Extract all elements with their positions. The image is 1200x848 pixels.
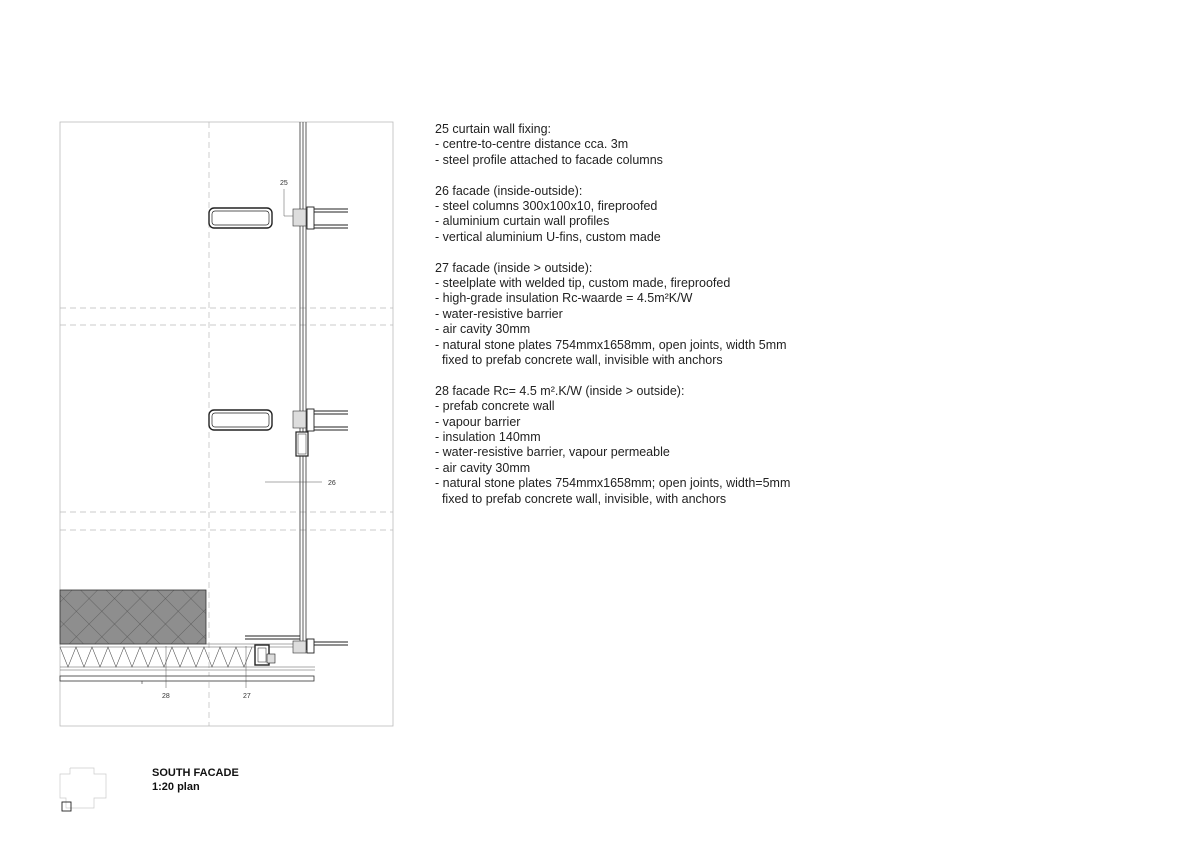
drawing-title: SOUTH FACADE: [152, 767, 239, 779]
callout-25: 25: [280, 180, 288, 187]
spec-line: fixed to prefab concrete wall, invisible, with anchors: [435, 491, 727, 506]
spec-line: - centre-to-centre distance cca. 3m: [435, 137, 629, 152]
spec-line: - steelplate with welded tip, custom made, fireproofed: [435, 276, 731, 291]
drawing-scale: 1:20 plan: [152, 781, 200, 793]
prefab-concrete-wall: [60, 590, 206, 644]
spec-line: - air cavity 30mm: [435, 460, 531, 475]
callout-28: 28: [162, 693, 170, 700]
spec-line: - insulation 140mm: [435, 430, 541, 445]
spec-line: - natural stone plates 754mmx1658mm; open joints, width=5mm: [435, 476, 791, 491]
spec-line: 26 facade (inside-outside):: [435, 183, 583, 198]
spec-line: - steel profile attached to facade columns: [435, 152, 663, 167]
spec-block-27: [435, 261, 955, 369]
spec-block-28: [435, 384, 955, 507]
spec-line: fixed to prefab concrete wall, invisible with anchors: [435, 353, 723, 368]
insulation-layer: [60, 644, 315, 684]
spec-block-26: [435, 184, 955, 246]
callout-26: 26: [328, 480, 336, 487]
fixing-bracket-middle: [293, 409, 348, 456]
steel-column-upper: [209, 208, 272, 228]
curtain-wall-mullion: [300, 122, 306, 650]
spec-line: - aluminium curtain wall profiles: [435, 214, 610, 229]
spec-line: - water-resistive barrier, vapour permeable: [435, 445, 670, 460]
fixing-bracket-upper: [293, 207, 348, 229]
spec-line: - steel columns 300x100x10, fireproofed: [435, 199, 658, 214]
key-plan-marker: [62, 802, 71, 811]
spec-block-25: [435, 122, 955, 168]
callout-27: 27: [243, 693, 251, 700]
spec-line: - water-resistive barrier: [435, 306, 563, 321]
spec-line: - prefab concrete wall: [435, 399, 555, 414]
spec-line: - vapour barrier: [435, 414, 521, 429]
title-block: [152, 766, 239, 794]
spec-line: - air cavity 30mm: [435, 322, 531, 337]
spec-line: - natural stone plates 754mmx1658mm, open joints, width 5mm: [435, 337, 787, 352]
spec-line: - vertical aluminium U-fins, custom made: [435, 229, 661, 244]
spec-line: 25 curtain wall fixing:: [435, 122, 552, 136]
steel-column-middle: [209, 410, 272, 430]
spec-line: - high-grade insulation Rc-waarde = 4.5m²K/W: [435, 291, 693, 306]
spec-notes: [435, 122, 955, 523]
spec-line: 27 facade (inside > outside):: [435, 260, 593, 275]
spec-line: 28 facade Rc= 4.5 m².K/W (inside > outside):: [435, 383, 685, 398]
fixing-bracket-lower: [245, 636, 348, 665]
